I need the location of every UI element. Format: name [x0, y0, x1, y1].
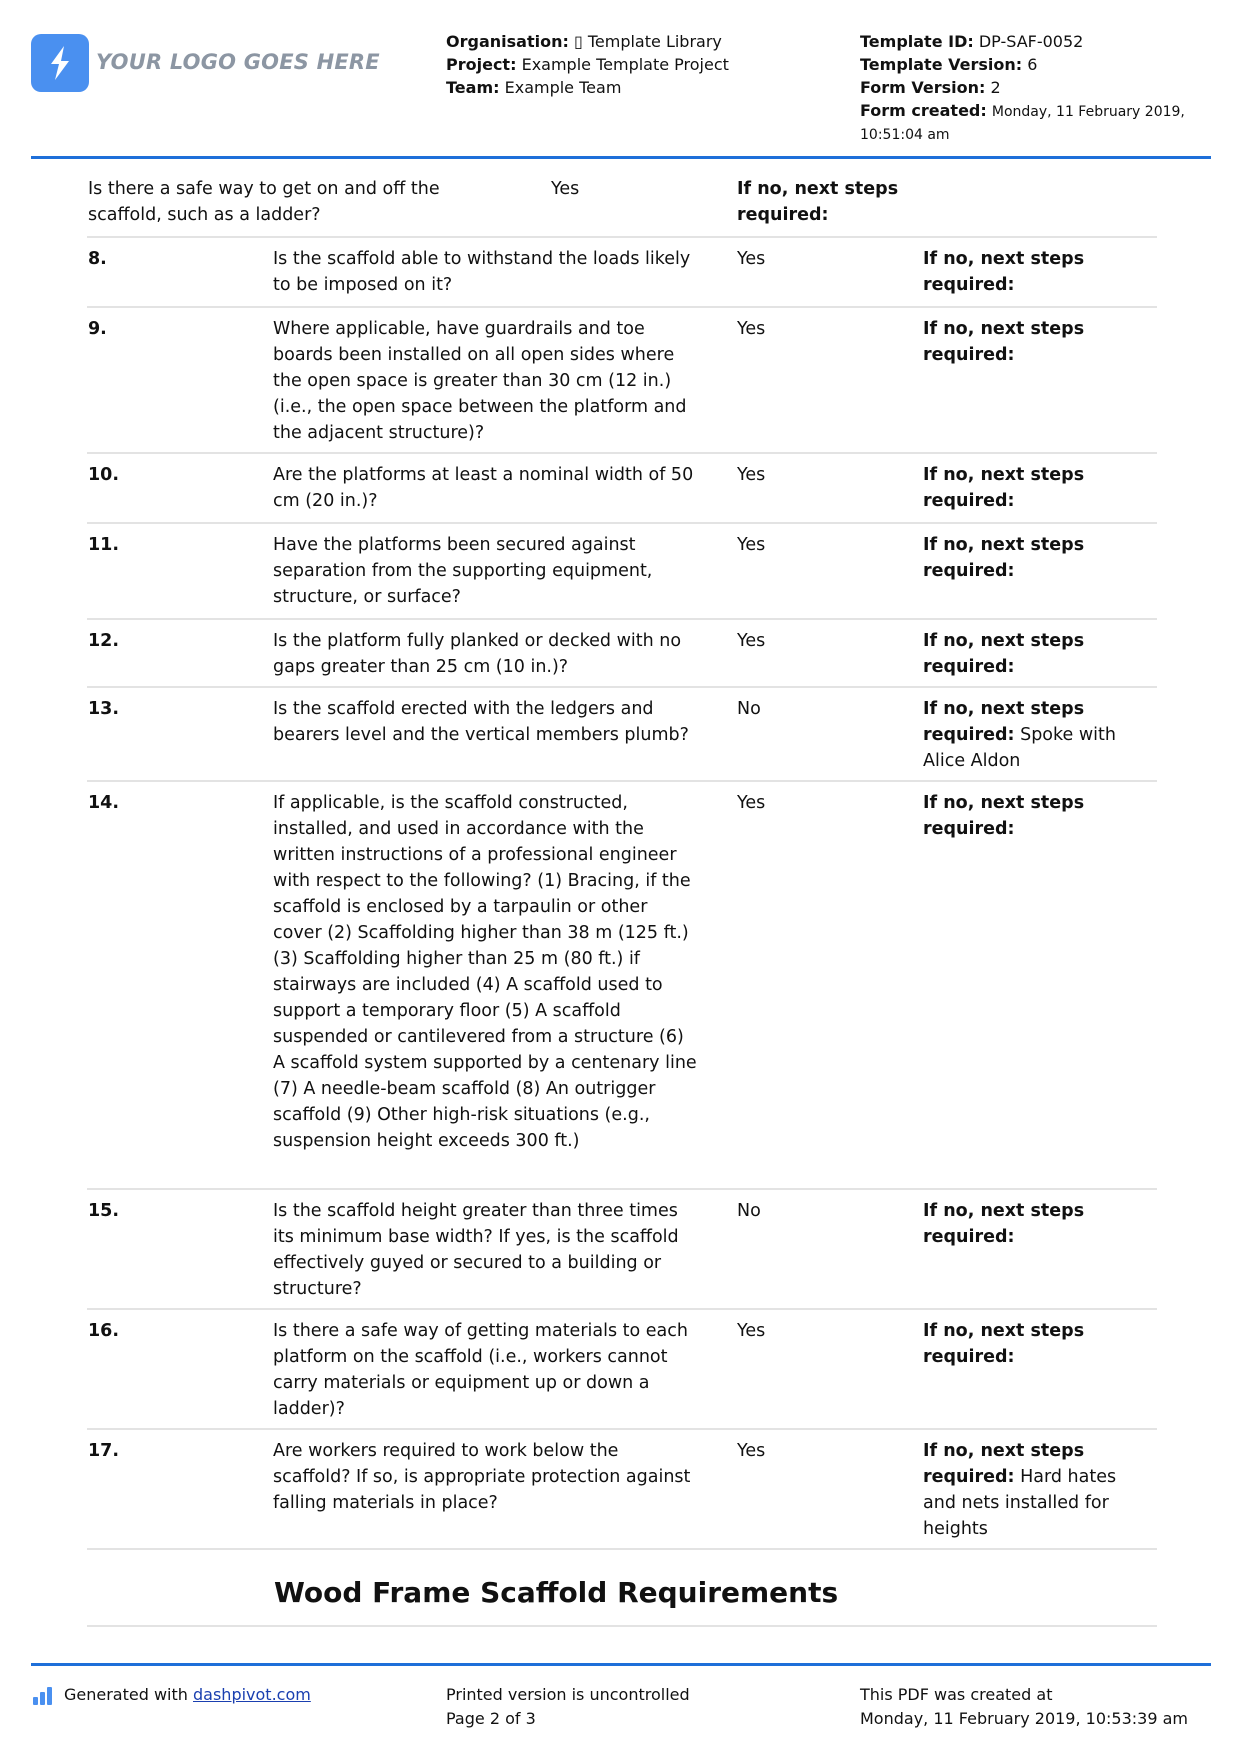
answer-value: No: [737, 1201, 761, 1221]
next-steps: If no, next steps required: Hard hates and nets installed for heights: [923, 1441, 1117, 1539]
header-divider: [31, 156, 1211, 159]
table-row: [87, 454, 1157, 524]
question-number: 12.: [88, 631, 120, 651]
next-steps: If no, next steps required:: [737, 179, 899, 225]
answer-value: Yes: [551, 179, 580, 199]
question-text: Is the scaffold height greater than three times its minimum base width? If yes, is the scaffold effectively guyed or secured to a building or structure?: [273, 1201, 679, 1299]
question-text: Is the scaffold able to withstand the loads likely to be imposed on it?: [273, 249, 691, 295]
next-steps: If no, next steps required:: [923, 465, 1085, 511]
form-created-time: 10:51:04 am: [860, 127, 950, 143]
table-row: [87, 1430, 1157, 1550]
answer-value: Yes: [737, 793, 766, 813]
next-steps: If no, next steps required:: [923, 249, 1085, 295]
question-number: 15.: [88, 1201, 120, 1221]
table-row: [87, 688, 1157, 782]
table-row: [87, 524, 1157, 620]
next-steps: If no, next steps required: Spoke with Alice Aldon: [923, 699, 1116, 771]
question-number: 9.: [88, 319, 107, 339]
next-steps: If no, next steps required:: [923, 1201, 1085, 1247]
generated-with: Generated with dashpivot.com: [64, 1685, 311, 1704]
header-meta-left: [446, 30, 729, 99]
team-value: Example Team: [504, 78, 622, 97]
question-number: 10.: [88, 465, 120, 485]
section-divider: [87, 1625, 1157, 1627]
dashpivot-link[interactable]: dashpivot.com: [193, 1685, 311, 1704]
question-number: 17.: [88, 1441, 120, 1461]
question-number: 11.: [88, 535, 120, 555]
project-line: Project: Example Template Project: [446, 55, 729, 74]
form-created-value: Monday, 11 February 2019,: [991, 104, 1185, 120]
question-text: Is there a safe way to get on and off the scaffold, such as a ladder?: [88, 179, 440, 225]
footer-divider: [31, 1663, 1211, 1666]
question-text: Have the platforms been secured against separation from the supporting equipment, structure, or surface?: [273, 535, 653, 607]
answer-value: No: [737, 699, 761, 719]
next-steps: If no, next steps required:: [923, 793, 1085, 839]
question-number: 13.: [88, 699, 120, 719]
dashpivot-bars-icon: [33, 1687, 55, 1705]
template-id-value: DP-SAF-0052: [978, 32, 1084, 51]
question-text: Are workers required to work below the scaffold? If so, is appropriate protection against falling materials in place?: [273, 1441, 691, 1513]
table-row: [87, 1310, 1157, 1430]
logo-text: YOUR LOGO GOES HERE: [96, 50, 380, 74]
question-text: Where applicable, have guardrails and toe boards been installed on all open sides where the open space is greater than 30 cm (12 in.) (i.e., the open space between the platform and the adjacent structure)?: [273, 319, 687, 443]
next-steps: If no, next steps required:: [923, 535, 1085, 581]
answer-value: Yes: [737, 465, 766, 485]
pdf-created-value: Monday, 11 February 2019, 10:53:39 am: [860, 1709, 1188, 1728]
form-version-line: Form Version: 2: [860, 78, 1001, 97]
project-value: Example Template Project: [521, 55, 729, 74]
logo-icon: [31, 34, 89, 92]
form-version-value: 2: [990, 78, 1001, 97]
footer-right: [860, 1683, 1188, 1731]
question-text: If applicable, is the scaffold constructed, installed, and used in accordance with the written instructions of a professional engineer with respect to the following? (1) Bracing, if the scaffold is enclosed by a tarpaulin or other cover (2) Scaffolding higher than 38 m (125 ft.) (3) Scaffolding higher than 25 m (80 ft.) if stairways are included (4) A scaffold used to support a temporary floor (5) A scaffold suspended or cantilevered from a structure (6) A scaffold system supported by a centenary line (7) A needle-beam scaffold (8) An outrigger scaffold (9) Other high-risk situations (e.g., suspension height exceeds 300 ft.): [273, 793, 697, 1151]
template-id-line: Template ID: DP-SAF-0052: [860, 32, 1084, 51]
page-info: Page 2 of 3: [446, 1709, 536, 1728]
answer-value: Yes: [737, 631, 766, 651]
next-steps: If no, next steps required:: [923, 319, 1085, 365]
form-created-line: Form created: Monday, 11 February 2019,: [860, 101, 1185, 120]
printed-note: Printed version is uncontrolled: [446, 1685, 690, 1704]
question-text: Is there a safe way of getting materials to each platform on the scaffold (i.e., workers cannot carry materials or equipment up or down a ladder)?: [273, 1321, 688, 1419]
table-row: [87, 1190, 1157, 1310]
team-line: Team: Example Team: [446, 78, 622, 97]
answer-value: Yes: [737, 1441, 766, 1461]
answer-value: Yes: [737, 249, 766, 269]
question-number: 14.: [88, 793, 120, 813]
table-row: [87, 168, 1157, 238]
question-text: Is the platform fully planked or decked with no gaps greater than 25 cm (10 in.)?: [273, 631, 682, 677]
template-version-line: Template Version: 6: [860, 55, 1038, 74]
question-number: 8.: [88, 249, 107, 269]
table-row: [87, 308, 1157, 454]
table-row: [87, 782, 1157, 1190]
pdf-created-label: This PDF was created at: [860, 1685, 1053, 1704]
next-steps: If no, next steps required:: [923, 1321, 1085, 1367]
organisation-value: ▯ Template Library: [573, 32, 722, 51]
footer-center: [446, 1683, 690, 1731]
answer-value: Yes: [737, 535, 766, 555]
header-meta-right: [860, 30, 1185, 147]
answer-value: Yes: [737, 1321, 766, 1341]
table-row: [87, 620, 1157, 688]
answer-value: Yes: [737, 319, 766, 339]
question-number: 16.: [88, 1321, 120, 1341]
question-text: Is the scaffold erected with the ledgers and bearers level and the vertical members plumb?: [273, 699, 689, 745]
template-version-value: 6: [1027, 55, 1038, 74]
table-row: [87, 238, 1157, 308]
section-heading: Wood Frame Scaffold Requirements: [274, 1576, 839, 1609]
question-text: Are the platforms at least a nominal width of 50 cm (20 in.)?: [273, 465, 694, 511]
next-steps: If no, next steps required:: [923, 631, 1085, 677]
organisation-line: Organisation: ▯ Template Library: [446, 32, 722, 51]
